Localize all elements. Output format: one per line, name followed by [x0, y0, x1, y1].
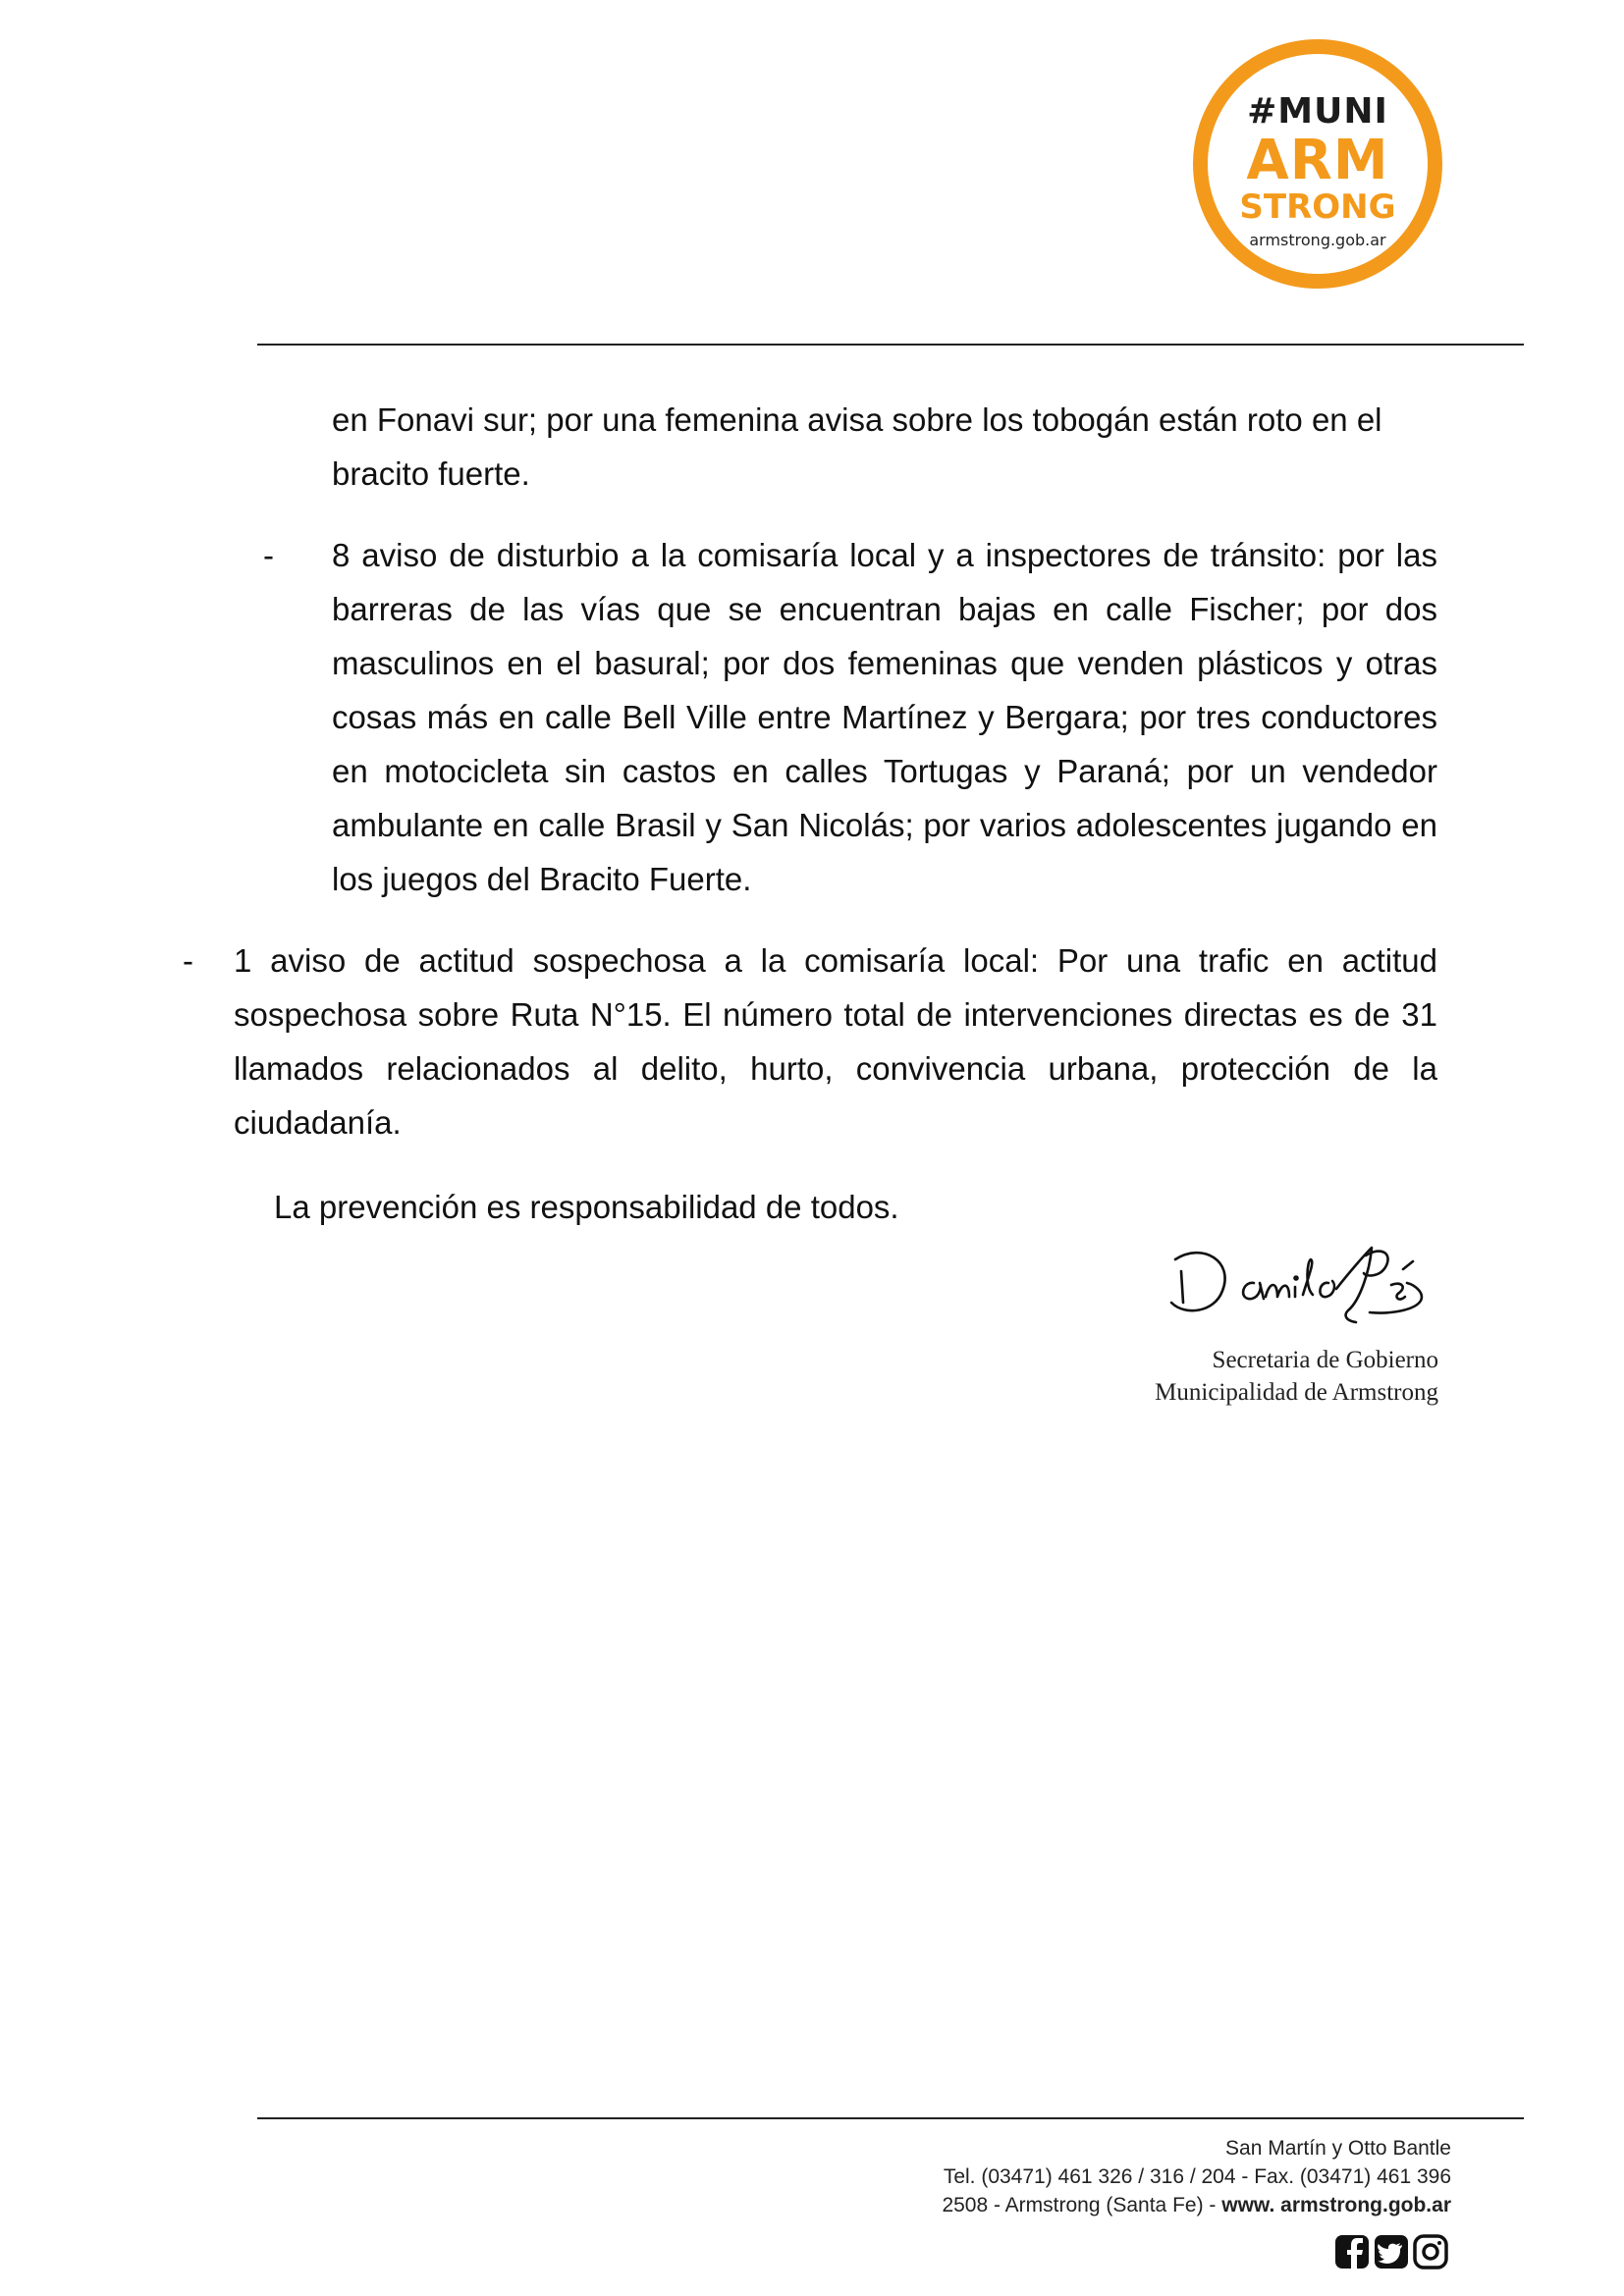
header-divider — [257, 344, 1524, 346]
handwritten-signature — [1164, 1232, 1448, 1340]
paragraph-continuation: en Fonavi sur; por una femenina avisa sobre los tobogán están roto en el bracito fuerte. — [332, 401, 1382, 492]
municipality-logo — [1193, 39, 1442, 289]
footer-city: 2508 - Armstrong (Santa Fe) - — [942, 2194, 1222, 2216]
footer-city-website — [942, 2194, 1451, 2217]
facebook-icon[interactable] — [1335, 2235, 1369, 2269]
footer-website: www. armstrong.gob.ar — [1221, 2194, 1451, 2216]
footer-phones: Tel. (03471) 461 326 / 316 / 204 - Fax. (03471) 461 396 — [943, 2165, 1451, 2188]
signatory-organization: Municipalidad de Armstrong — [1155, 1379, 1438, 1406]
instagram-icon[interactable] — [1415, 2236, 1446, 2268]
signatory-title: Secretaria de Gobierno — [1212, 1347, 1438, 1373]
twitter-icon[interactable] — [1375, 2235, 1408, 2269]
logo-line-4: armstrong.gob.ar — [1249, 231, 1386, 249]
footer-address: San Martín y Otto Bantle — [1225, 2137, 1451, 2160]
logo-line-1: #MUNI — [1247, 91, 1388, 132]
bullet-dash: - — [183, 942, 193, 979]
paragraph-disturbances: 8 aviso de disturbio a la comisaría local y a inspectores de tránsito: por las barreras de las vías que se encuentran bajas en calle Fischer; por dos masculinos en el basural; por dos femeninas que venden plásticos y otras cosas más en calle Bell Ville entre Martínez y Bergara; por tres conductores en motocicleta sin castos en calles Tortugas y Paraná; por un vendedor ambulante en calle Brasil y San Nicolás; por varios adolescentes jugando en los juegos del Bracito Fuerte. — [332, 537, 1437, 897]
logo-line-3: STRONG — [1239, 187, 1396, 227]
bullet-dash: - — [263, 537, 274, 573]
paragraph-suspicious: 1 aviso de actitud sospechosa a la comisaría local: Por una trafic en actitud sospechosa sobre Ruta N°15. El número total de intervenciones directas es de 31 llamados relacionados al delito, hurto, convivencia urbana, protección de la ciudadanía. — [234, 942, 1437, 1141]
social-icons — [1333, 2234, 1451, 2269]
motto: La prevención es responsabilidad de todos. — [274, 1189, 899, 1225]
logo-line-2: ARM — [1246, 129, 1389, 192]
footer-divider — [257, 2117, 1524, 2119]
